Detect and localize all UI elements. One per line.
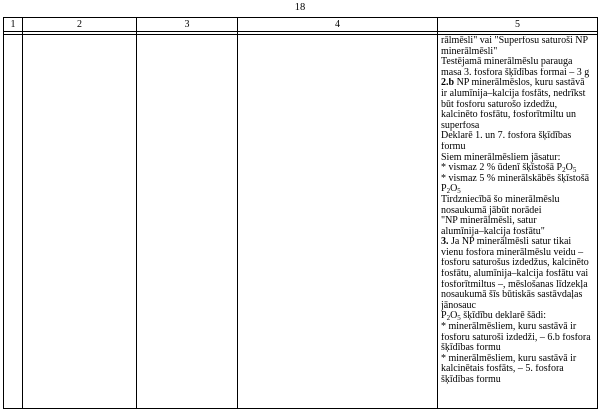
cell-col-2	[23, 35, 137, 409]
col5-line-text: fosforu saturošus izdedžus, kalcinēto	[441, 258, 589, 269]
col5-line-sub2: 5	[572, 166, 577, 174]
col5-line-bold: 3.	[441, 237, 449, 248]
col5-line	[441, 322, 595, 333]
col5-line	[441, 354, 595, 365]
col5-line-tail: šķīdību deklarē šādi:	[460, 311, 547, 322]
col5-line-text: "NP minerālmēsli, satur	[441, 216, 537, 227]
col5-line-sub2: 5	[457, 314, 461, 323]
col5-line-text: nosaukumā šīs būtiskās sastāvdaļas	[441, 290, 583, 301]
col5-line	[441, 184, 595, 195]
col5-line	[441, 78, 595, 89]
col5-line	[441, 89, 595, 100]
col5-line	[441, 100, 595, 111]
col5-line-text: formu	[441, 141, 466, 152]
col5-line-text: * vismaz 2 % ūdenī šķīstošā P	[441, 163, 563, 174]
content-row	[4, 35, 598, 409]
requirements-table	[3, 17, 598, 409]
col5-line	[441, 343, 595, 354]
col5-line	[441, 57, 595, 68]
col5-line-text: fosfātu, alumīnija–kalcija fosfātu vai	[441, 269, 589, 280]
col5-line-text: masa 3. fosfora šķīdības formai – 3 g	[441, 67, 590, 78]
col5-line	[441, 121, 595, 132]
col5-line-text: Testējamā minerālmēslu parauga	[441, 57, 573, 68]
col5-line-text: Deklarē 1. un 7. fosfora šķīdības	[441, 131, 572, 142]
col5-line	[441, 311, 595, 322]
col5-line	[441, 280, 595, 291]
col5-line	[441, 333, 595, 344]
col5-line	[441, 258, 595, 269]
column-header-5: 5	[438, 18, 598, 32]
col5-line-text: * minerālmēsliem, kuru sastāvā ir	[441, 353, 577, 364]
col5-line	[441, 227, 595, 238]
col5-line-text: P	[441, 311, 447, 322]
col5-line	[441, 301, 595, 312]
col5-line-sub1: 2	[446, 314, 451, 323]
column-header-4: 4	[238, 18, 438, 32]
col5-line	[441, 364, 595, 375]
cell-col-3	[137, 35, 238, 409]
cell-col-5	[438, 35, 598, 409]
col5-line-text: nosaukumā jābūt norādei	[441, 205, 542, 216]
col5-line	[441, 142, 595, 153]
col5-line-text: šķīdības formu	[441, 375, 501, 385]
col5-line	[441, 248, 595, 259]
col5-line-mid: O	[565, 163, 573, 174]
col5-line	[441, 110, 595, 121]
col5-line	[441, 68, 595, 79]
col5-line-text: šķīdības formu	[441, 343, 501, 354]
col5-line	[441, 237, 595, 248]
col5-line	[441, 153, 595, 164]
col5-line	[441, 163, 595, 174]
col5-line-text: ir alumīnija–kalcija fosfāts, nedrīkst	[441, 88, 586, 99]
col5-line	[441, 375, 595, 386]
col5-line	[441, 216, 595, 227]
col5-line	[441, 269, 595, 280]
col5-line	[441, 131, 595, 142]
col5-line-text: minerālmēsli"	[441, 46, 498, 57]
col5-line	[441, 195, 595, 206]
col5-line	[441, 47, 595, 58]
col5-line-mid: O	[450, 311, 458, 322]
col5-line-sub2: 5	[457, 187, 461, 195]
col5-line-sub1: 2	[562, 166, 566, 174]
col5-line	[441, 206, 595, 217]
col5-line-text: fosforītmiltus –, mēslošanas līdzekļa	[441, 279, 588, 290]
cell-col-1	[4, 35, 23, 409]
column-header-3: 3	[137, 18, 238, 32]
col5-line-text: kalcinētais fosfāts, – 5. fosfora	[441, 364, 564, 375]
column-header-1: 1	[4, 18, 23, 32]
cell-col-4	[238, 35, 438, 409]
col5-line	[441, 174, 595, 185]
col5-line-text: Šiem minerālmēsliem jāsatur:	[441, 152, 561, 163]
col5-line-text: būt fosforu saturošo izdedžu,	[441, 99, 558, 110]
col5-text-block	[441, 36, 595, 386]
col5-line-text: rālmēsli" vai "Superfosu saturoši NP	[441, 36, 589, 46]
col5-line-text: Tirdzniecībā šo minerālmēslu	[441, 194, 560, 205]
col5-line-text: superfosa	[441, 120, 480, 131]
col5-line-mid: O	[450, 184, 458, 195]
col5-line-text: * vismaz 5 % minerālskābēs šķīstošā	[441, 173, 590, 184]
col5-line-text: fosforu saturoši izdedži, – 6.b fosfora	[441, 332, 591, 343]
col5-line-text: P	[441, 184, 447, 195]
col5-line-text: jānosauc	[441, 300, 476, 311]
col5-line-text: NP minerālmēslos, kuru sastāvā	[454, 78, 585, 89]
col5-line	[441, 290, 595, 301]
col5-line-text: vienu fosfora minerālmēslu veidu –	[441, 247, 584, 258]
page-number: 18	[294, 2, 306, 13]
col5-line-text: * minerālmēsliem, kuru sastāvā ir	[441, 322, 577, 333]
col5-line-text: alumīnija–kalcija fosfātu"	[441, 226, 545, 237]
column-header-2: 2	[23, 18, 137, 32]
column-number-row	[4, 18, 598, 32]
col5-line-bold: 2.b	[441, 78, 455, 89]
col5-line-sub1: 2	[446, 187, 451, 195]
col5-line-text: kalcinēto fosfātu, fosforītmiltu un	[441, 110, 576, 121]
col5-line-text: Ja NP minerālmēsli satur tikai	[448, 237, 572, 248]
col5-line	[441, 36, 595, 47]
